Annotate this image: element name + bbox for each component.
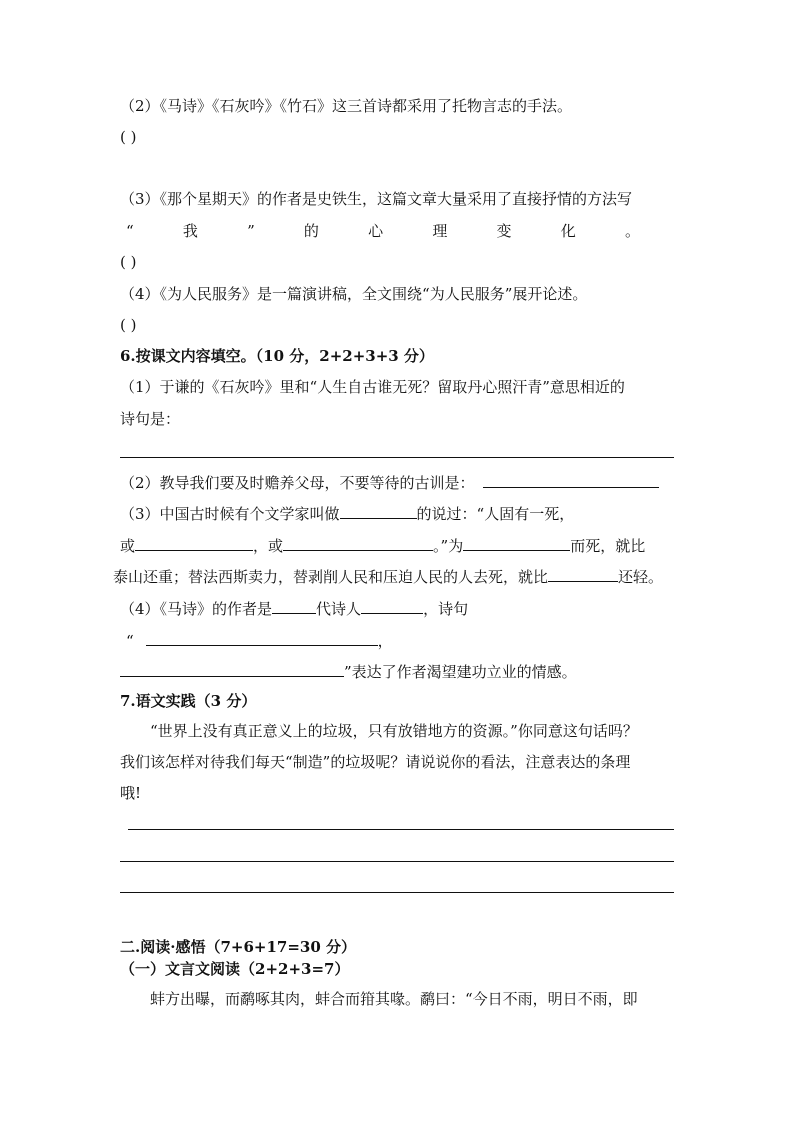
q6-p4-comma: ，	[377, 632, 393, 650]
judge-q4-text: （4）《为人民服务》是一篇演讲稿，全文围绕“为人民服务”展开论述。	[120, 285, 588, 303]
q6-p3-blank-4[interactable]	[548, 565, 618, 582]
q6-p1-line1: （1）于谦的《石灰吟》里和“人生自古谁无死？留取丹心照汗青”意思相近的	[120, 378, 625, 396]
q6-p3-text-h: 还轻。	[618, 568, 664, 586]
judge-q3-line2	[126, 221, 640, 241]
q6-p4-blank-dynasty[interactable]	[272, 597, 316, 614]
q6-p4-blank-verse-2[interactable]	[120, 660, 344, 677]
q6-p3-text-d: ，或	[253, 537, 284, 555]
q6-p4-open-quote: “	[126, 632, 134, 650]
q6-p4-line1	[120, 597, 674, 619]
q6-p2-text: （2）教导我们要及时赡养父母，不要等待的古训是：	[120, 474, 475, 492]
q6-p4-text-b: 代诗人	[316, 600, 362, 618]
q7-heading: 7.语文实践（3 分）	[120, 692, 257, 710]
q6-p3-blank-3[interactable]	[463, 534, 570, 551]
q6-p4-text-d: ”表达了作者渴望建功立业的情感。	[344, 663, 577, 681]
q6-p3-line2	[120, 534, 674, 556]
judge-q2-answer-paren[interactable]: ( )	[120, 128, 137, 146]
q7-answer-line-1[interactable]	[128, 829, 674, 830]
q6-p3-text-e: 。”为	[433, 537, 464, 555]
q6-heading: 6.按课文内容填空。（10 分，2+2+3+3 分）	[120, 347, 434, 365]
judge-q3-line1: （3）《那个星期天》的作者是史铁生，这篇文章大量采用了直接抒情的方法写	[120, 190, 633, 208]
q6-p3-blank-2[interactable]	[283, 534, 433, 551]
q6-p4-blank-verse-1[interactable]	[146, 629, 378, 646]
q6-p3-text-c: 或	[120, 537, 136, 555]
q6-p4-line3	[120, 660, 674, 682]
q6-p4-text-c: ，诗句	[423, 600, 469, 618]
q6-p3-line3	[113, 565, 667, 587]
q6-p3-text-b: 的说过：“人固有一死，	[416, 505, 575, 523]
q3-char: 变	[496, 222, 512, 240]
q6-p3-text-g: 泰山还重；替法西斯卖力，替剥削人民和压迫人民的人去死，就比	[113, 568, 549, 586]
q3-char: ”	[247, 222, 255, 240]
q3-char: “	[126, 222, 134, 240]
q3-char: 化	[560, 222, 576, 240]
q6-p2-line	[120, 471, 674, 493]
part2-heading: 二.阅读·感悟（7+6+17=30 分）	[120, 938, 356, 956]
q6-p4-blank-poet[interactable]	[361, 597, 423, 614]
q6-p1-line2: 诗句是：	[120, 410, 181, 428]
q6-p3-line1	[120, 502, 674, 524]
q7-answer-line-2[interactable]	[120, 861, 674, 862]
part2-text-line1: 蚌方出曝，而鹬啄其肉，蚌合而箝其喙。鹬曰：“今日不雨，明日不雨，即	[150, 990, 638, 1008]
judge-q2-text: （2）《马诗》《石灰吟》《竹石》这三首诗都采用了托物言志的手法。	[120, 97, 573, 115]
q7-answer-line-3[interactable]	[120, 892, 674, 893]
judge-q4-answer-paren[interactable]: ( )	[120, 316, 137, 334]
q3-char: 的	[303, 222, 319, 240]
part2-sub1-heading: （一）文言文阅读（2+2+3=7）	[120, 960, 350, 978]
q6-p3-text-a: （3）中国古时候有个文学家叫做	[120, 505, 340, 523]
q6-p4-line2	[126, 629, 680, 651]
q7-para-line2: 我们该怎样对待我们每天“制造”的垃圾呢？请说说你的看法，注意表达的条理	[120, 753, 631, 771]
q6-p1-answer-line[interactable]	[120, 457, 674, 458]
q6-p2-blank[interactable]	[483, 471, 659, 488]
q6-p4-text-a: （4）《马诗》的作者是	[120, 600, 273, 618]
q3-char: 我	[182, 222, 198, 240]
q6-p3-text-f: 而死，就比	[570, 537, 646, 555]
judge-q3-answer-paren[interactable]: ( )	[120, 253, 137, 271]
q6-p3-blank-1[interactable]	[135, 534, 253, 551]
q7-para-line3: 哦!	[120, 784, 142, 802]
q3-char: 心	[368, 222, 384, 240]
q3-char: 理	[432, 222, 448, 240]
q7-para-line1: “世界上没有真正意义上的垃圾，只有放错地方的资源。”你同意这句话吗？	[150, 722, 638, 740]
q3-char: 。	[624, 222, 640, 240]
q6-p3-blank-name[interactable]	[340, 502, 417, 519]
